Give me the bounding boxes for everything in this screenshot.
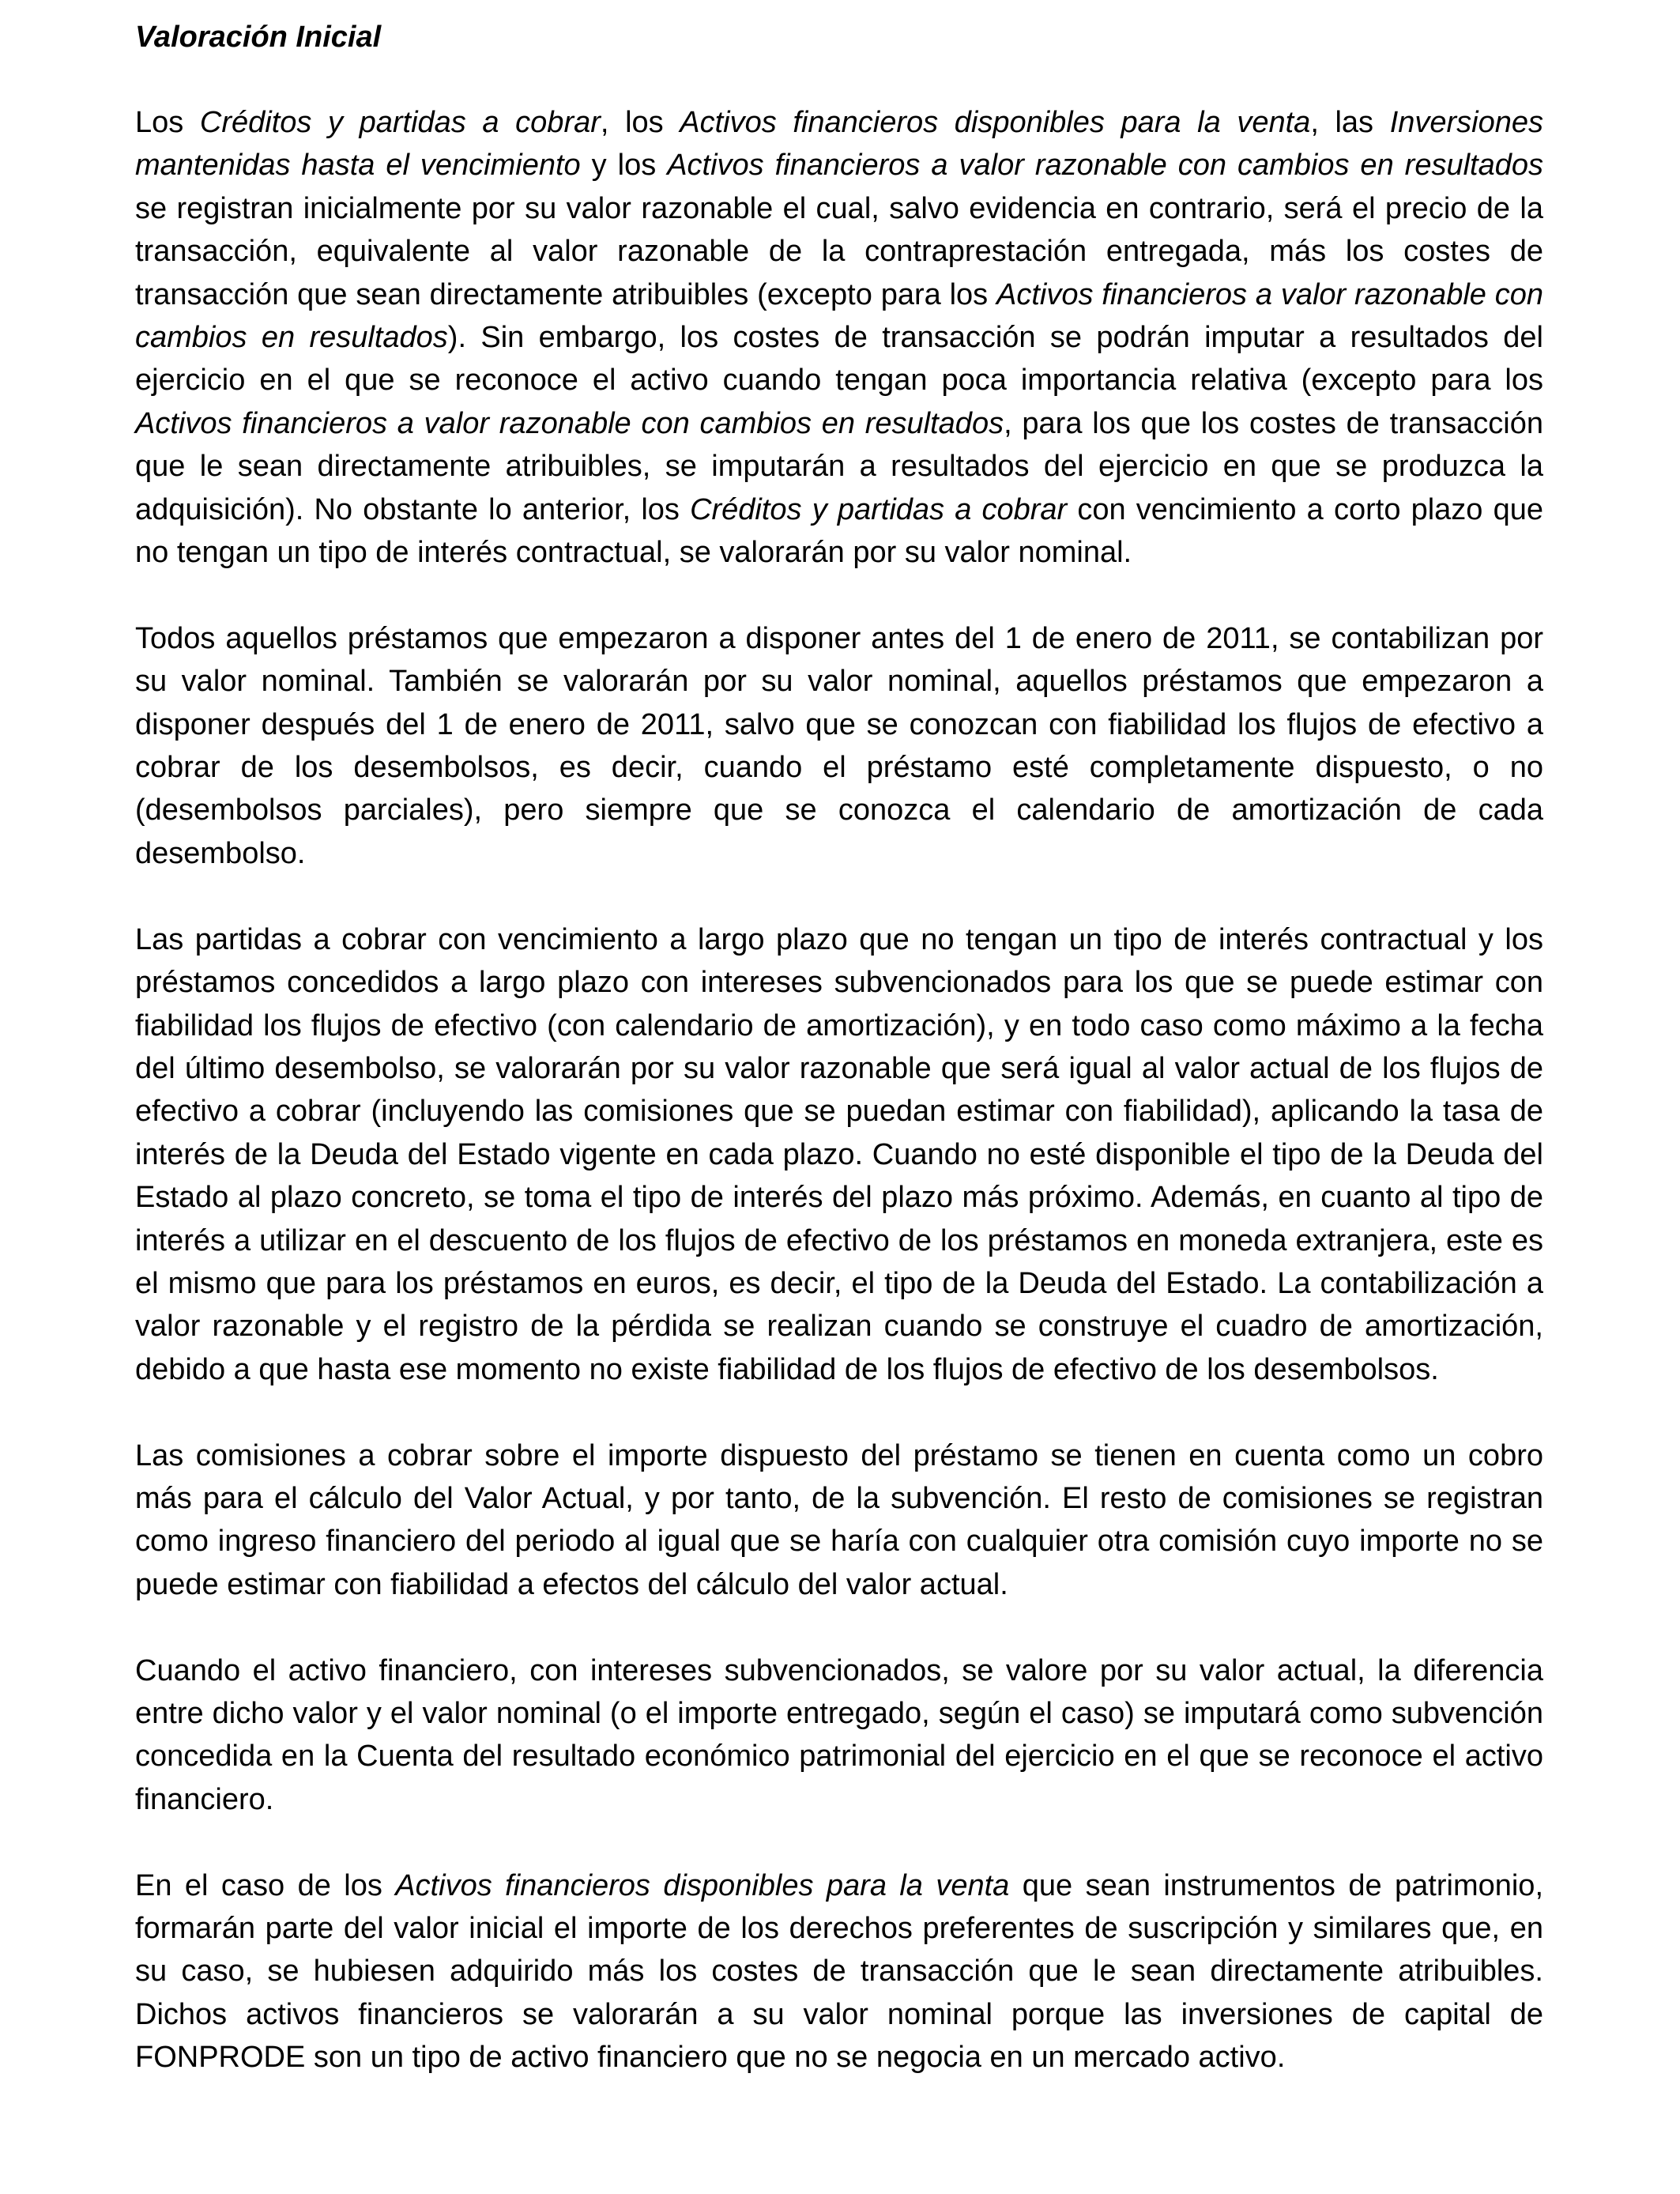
paragraph bbox=[135, 1864, 1543, 2079]
text-run: Las comisiones a cobrar sobre el importe dispuesto del préstamo se tienen en cuenta como un cobro más para el cálculo del Valor Actual, y por tanto, de la subvención. El resto de comisiones se registran como ingreso financiero del periodo al igual que se haría con cualquier otra comisión cuyo importe no se puede estimar con fiabilidad a efectos del cálculo del valor actual. bbox=[135, 1438, 1543, 1601]
italic-term: Créditos y partidas a cobrar bbox=[690, 492, 1068, 526]
text-run: Las partidas a cobrar con vencimiento a largo plazo que no tengan un tipo de interés contractual y los préstamos concedidos a largo plazo con intereses subvencionados para los que se puede estimar con fiabilidad los flujos de efectivo (con calendario de amortización), y en todo caso como máximo a la fecha del último desembolso, se valorarán por su valor razonable que será igual al valor actual de los flujos de efectivo a cobrar (incluyendo las comisiones que se puedan estimar con fiabilidad), aplicando la tasa de interés de la Deuda del Estado vigente en cada plazo. Cuando no esté disponible el tipo de la Deuda del Estado al plazo concreto, se toma el tipo de interés del plazo más próximo. Además, en cuanto al tipo de interés a utilizar en el descuento de los flujos de efectivo de los préstamos en moneda extranjera, este es el mismo que para los préstamos en euros, es decir, el tipo de la Deuda del Estado. La contabilización a valor razonable y el registro de la pérdida se realizan cuando se construye el cuadro de amortización, debido a que hasta ese momento no existe fiabilidad de los flujos de efectivo de los desembolsos. bbox=[135, 922, 1543, 1386]
text-run: Todos aquellos préstamos que empezaron a disponer antes del 1 de enero de 2011, se contabilizan por su valor nominal. También se valorarán por su valor nominal, aquellos préstamos que empezaron a disponer después del 1 de enero de 2011, salvo que se conozcan con fiabilidad los flujos de efectivo a cobrar de los desembolsos, es decir, cuando el préstamo esté completamente dispuesto, o no (desembolsos parciales), pero siempre que se conozca el calendario de amortización de cada desembolso. bbox=[135, 621, 1543, 870]
paragraph bbox=[135, 101, 1543, 574]
text-run: , los bbox=[600, 106, 680, 139]
paragraph bbox=[135, 1434, 1543, 1607]
text-run: se registran inicialmente por su valor razonable el cual, salvo evidencia en contrario, será el precio de la transacción, equivalente al valor razonable de la contraprestación entregada, más los costes de transacción que sean directamente atribuibles (excepto para los bbox=[135, 191, 1543, 311]
body-text bbox=[135, 101, 1543, 2079]
text-run: , las bbox=[1310, 106, 1390, 139]
text-run: , para los que los costes de transacción que le sean directamente atribuibles, se imputarán a resultados del ejercicio en que se produzca la adquisición). No obstante lo anterior, los bbox=[135, 406, 1543, 526]
italic-term: Créditos y partidas a cobrar bbox=[199, 106, 601, 139]
text-run: Los bbox=[135, 106, 200, 139]
text-run: y los bbox=[580, 149, 668, 183]
paragraph bbox=[135, 918, 1543, 1391]
italic-term: Activos financieros a valor razonable con cambios en resultados bbox=[667, 149, 1544, 183]
document-page bbox=[135, 16, 1543, 2079]
italic-term: Activos financieros a valor razonable con cambios en resultados bbox=[135, 277, 1543, 355]
text-run: que sean instrumentos de patrimonio, formarán parte del valor inicial el importe de los derechos preferentes de suscripción y similares que, en su caso, se hubiesen adquirido más los costes de transacción que le sean directamente atribuibles. Dichos activos financieros se valorarán a su valor nominal porque las inversiones de capital de FONPRODE son un tipo de activo financiero que no se negocia en un mercado activo. bbox=[135, 1868, 1543, 2075]
text-run: con vencimiento a corto plazo que no tengan un tipo de interés contractual, se valorarán por su valor nominal. bbox=[135, 492, 1543, 570]
italic-term: Activos financieros disponibles para la venta bbox=[395, 1868, 1010, 1902]
text-run: ). Sin embargo, los costes de transacción se podrán imputar a resultados del ejercicio en el que se reconoce el activo cuando tengan poca importancia relativa (excepto para los bbox=[135, 321, 1543, 398]
paragraph bbox=[135, 617, 1543, 875]
text-run: Cuando el activo financiero, con intereses subvencionados, se valore por su valor actual, la diferencia entre dicho valor y el valor nominal (o el importe entregado, según el caso) se imputará como subvención concedida en la Cuenta del resultado económico patrimonial del ejercicio en el que se reconoce el activo financiero. bbox=[135, 1653, 1543, 1816]
section-heading: Valoración Inicial bbox=[135, 21, 382, 54]
italic-term: Activos financieros a valor razonable con cambios en resultados bbox=[135, 406, 1004, 440]
text-run: En el caso de los bbox=[135, 1868, 396, 1902]
paragraph bbox=[135, 1649, 1543, 1822]
italic-term: Activos financieros disponibles para la venta bbox=[680, 106, 1311, 139]
italic-term: Inversiones mantenidas hasta el vencimiento bbox=[135, 106, 1544, 183]
